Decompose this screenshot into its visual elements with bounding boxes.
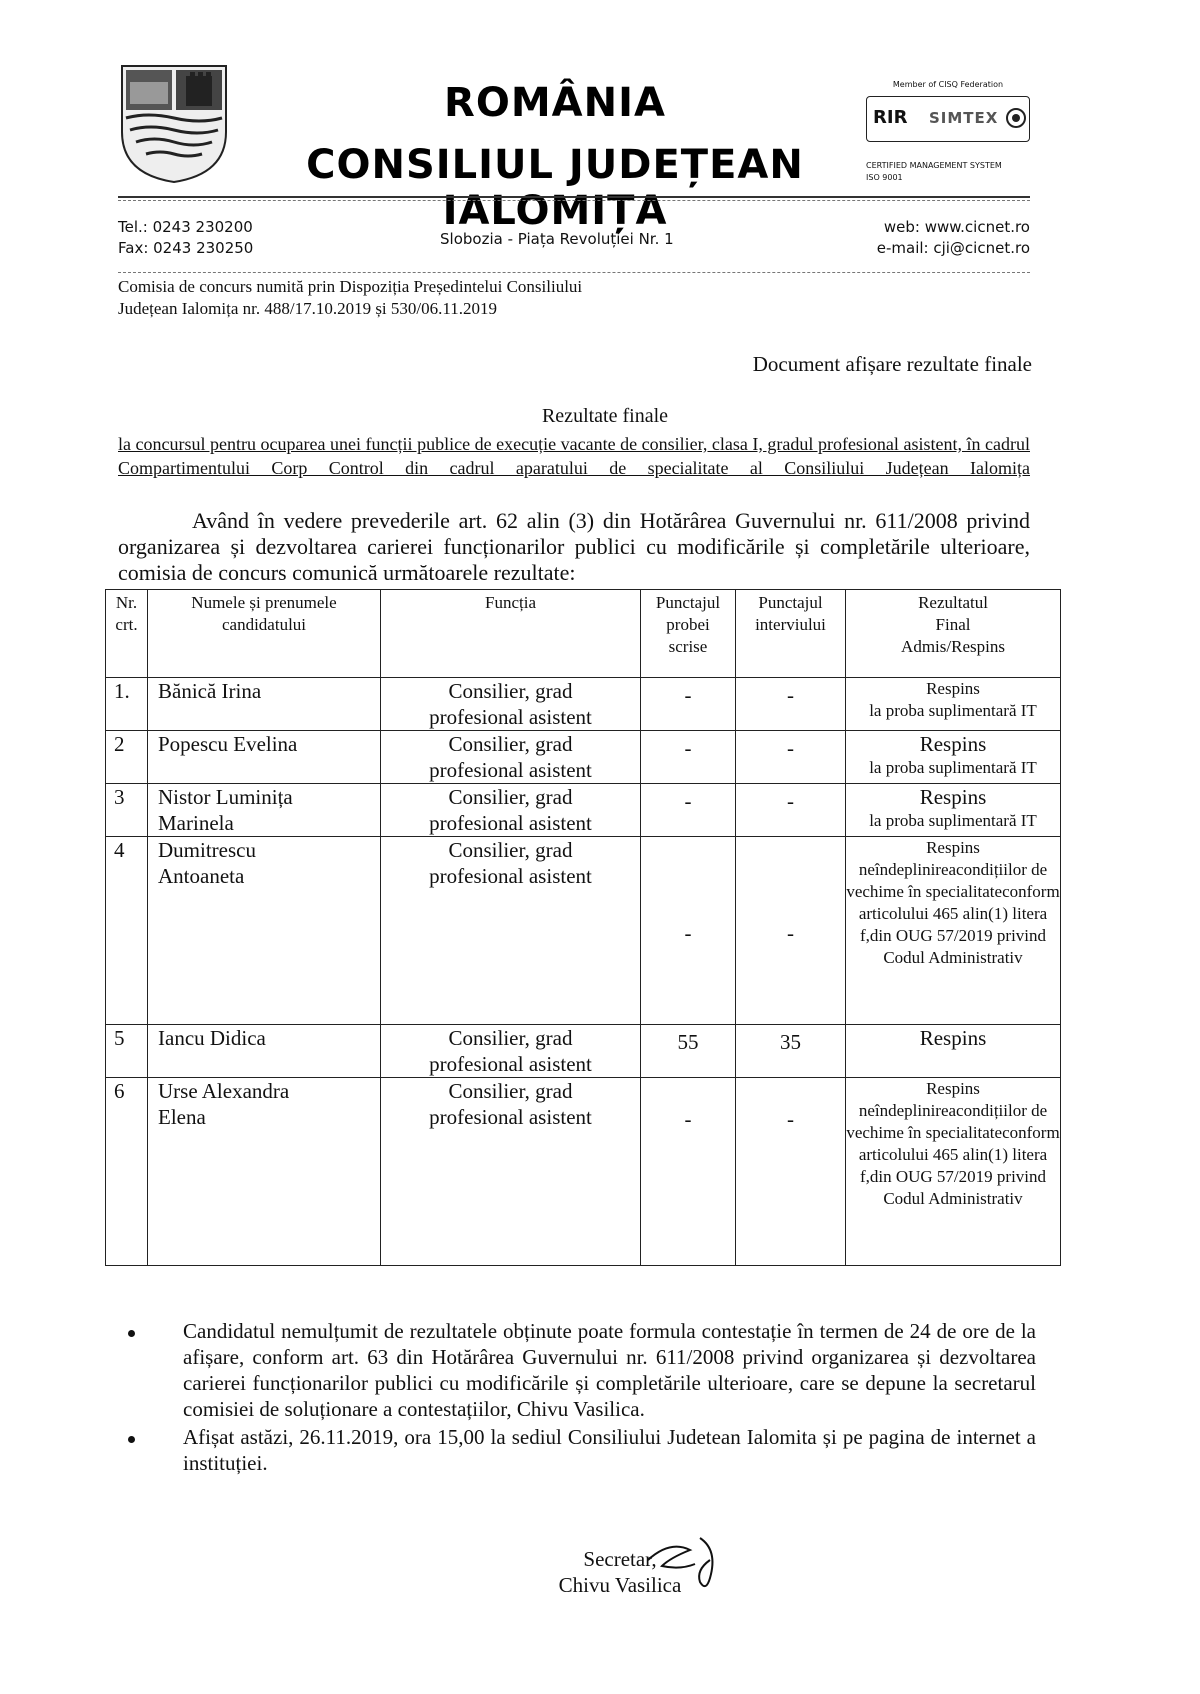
col-interview-header: Punctajul interviului (736, 590, 846, 678)
competition-subject: la concursul pentru ocuparea unei funcții publice de execuție vacante de consilier, clasa I, gradul profesional asistent, în cadrul Compartimentului Corp Control din cadrul aparatului de specialitate al Consiliului Județean Ialomița (118, 434, 1030, 478)
cert-logo-box (866, 96, 1030, 142)
cell-interview-score: - (736, 678, 846, 731)
cell-interview-score: - (736, 784, 846, 837)
cell-nr: 6 (106, 1078, 148, 1266)
cert-mark-right: R (893, 107, 908, 128)
cell-written-score: - (641, 1078, 736, 1266)
list-item (118, 1424, 1036, 1476)
list-item (118, 1318, 1036, 1422)
cell-name: Urse Alexandra Elena (148, 1078, 381, 1266)
cell-function: Consilier, grad profesional asistent (381, 837, 641, 1025)
cell-nr: 4 (106, 837, 148, 1025)
cell-function: Consilier, grad profesional asistent (381, 1078, 641, 1266)
cell-result: Respins la proba suplimentară IT (846, 784, 1061, 837)
cell-function: Consilier, grad profesional asistent (381, 784, 641, 837)
cell-name: Dumitrescu Antoaneta (148, 837, 381, 1025)
cell-nr: 2 (106, 731, 148, 784)
cert-seal-icon (1005, 107, 1027, 129)
phone-text: Tel.: 0243 230200 (118, 218, 253, 236)
cell-interview-score: - (736, 1078, 846, 1266)
cell-name: Iancu Didica (148, 1025, 381, 1078)
handwritten-signature-icon (640, 1530, 740, 1600)
cell-written-score: - (641, 678, 736, 731)
table-row (106, 1078, 1061, 1266)
contact-rule (118, 272, 1030, 273)
cell-function: Consilier, grad profesional asistent (381, 1025, 641, 1078)
cert-iso-line: ISO 9001 (866, 173, 903, 182)
col-function-header: Funcția (381, 590, 641, 678)
col-nr-header: Nr. crt. (106, 590, 148, 678)
cell-result: Respins la proba suplimentară IT (846, 731, 1061, 784)
results-table (105, 589, 1061, 1266)
committee-line-1: Comisia de concurs numită prin Dispoziția Președintelui Consiliului (118, 277, 583, 296)
results-title: Rezultate finale (541, 405, 669, 427)
web-link[interactable]: web: www.cicnet.ro (883, 218, 1030, 236)
col-result-header: Rezultatul Final Admis/Respins (846, 590, 1061, 678)
table-row (106, 678, 1061, 731)
country-heading: ROMÂNIA (444, 80, 666, 126)
notes-list (118, 1318, 1036, 1478)
cell-written-score: - (641, 784, 736, 837)
institution-heading: CONSILIUL JUDEȚEAN IALOMIȚA (306, 142, 804, 234)
table-row (106, 731, 1061, 784)
header-rule (118, 196, 1030, 198)
cell-name: Nistor Luminița Marinela (148, 784, 381, 837)
coat-of-arms-icon (118, 62, 230, 184)
committee-line-2: Județean Ialomița nr. 488/17.10.2019 și 530/06.11.2019 (118, 299, 497, 318)
table-header-row (106, 590, 1061, 678)
cert-member-text: Member of CISQ Federation (892, 80, 1004, 89)
fax-text: Fax: 0243 230250 (118, 239, 254, 257)
cell-interview-score: 35 (736, 1025, 846, 1078)
cell-result: Respins la proba suplimentară IT (846, 678, 1061, 731)
email-link[interactable]: e-mail: cji@cicnet.ro (876, 239, 1030, 257)
address-text: Slobozia - Piața Revoluției Nr. 1 (440, 230, 674, 248)
cell-nr: 1. (106, 678, 148, 731)
col-written-header: Punctajul probei scrise (641, 590, 736, 678)
committee-text (118, 276, 738, 320)
table-row (106, 837, 1061, 1025)
signature-role: Secretar, (583, 1547, 657, 1571)
intro-paragraph: Având în vedere prevederile art. 62 alin (3) din Hotărârea Guvernului nr. 611/2008 privind organizarea și dezvoltarea carierei funcționarilor publici cu modificările și completările ulterioare, comisia de concurs comunică următoarele rezultate: (118, 508, 1030, 585)
bullet-icon (128, 1330, 135, 1337)
cell-name: Popescu Evelina (148, 731, 381, 784)
cell-nr: 3 (106, 784, 148, 837)
cell-result: Respins neîndeplinireacondițiilor de vechime în specialitateconform articolului 465 alin(1) litera f,din OUG 57/2019 privind Codul Administrativ (846, 1078, 1061, 1266)
cert-brand: SIMTEX (929, 109, 999, 127)
cert-system-line: CERTIFIED MANAGEMENT SYSTEM (866, 161, 1002, 170)
cell-nr: 5 (106, 1025, 148, 1078)
certification-mark (862, 74, 1034, 194)
cell-result: Respins neîndeplinireacondițiilor de vechime în specialitateconform articolului 465 alin(1) litera f,din OUG 57/2019 privind Codul Administrativ (846, 837, 1061, 1025)
cell-function: Consilier, grad profesional asistent (381, 731, 641, 784)
table-row (106, 784, 1061, 837)
cell-written-score: - (641, 837, 736, 1025)
cell-written-score: - (641, 731, 736, 784)
signature-name: Chivu Vasilica (558, 1573, 682, 1597)
note-posting: Afișat astăzi, 26.11.2019, ora 15,00 la sediul Consiliului Judetean Ialomita și pe pagina de internet a instituției. (183, 1425, 1036, 1475)
cell-written-score: 55 (641, 1025, 736, 1078)
cell-interview-score: - (736, 731, 846, 784)
header-rule-dashed (118, 200, 1030, 201)
note-appeal: Candidatul nemulțumit de rezultatele obținute poate formula contestație în termen de 24 de ore de la afișare, conform art. 63 din Hotărârea Guvernului nr. 611/2008 privind organizarea și dezvoltarea carierei funcționarilor publici cu modificările și completările ulterioare, care se depune la secretarul comisiei de soluționare a contestațiilor, Chivu Vasilica. (183, 1319, 1036, 1421)
cell-result: Respins (846, 1025, 1061, 1078)
cell-interview-score: - (736, 837, 846, 1025)
bullet-icon (128, 1436, 135, 1443)
table-row (106, 1025, 1061, 1078)
col-name-header: Numele și prenumele candidatului (148, 590, 381, 678)
cell-function: Consilier, grad profesional asistent (381, 678, 641, 731)
document-label: Document afișare rezultate finale (752, 352, 1032, 376)
cell-name: Bănică Irina (148, 678, 381, 731)
cert-mark-left: RI (873, 107, 894, 128)
